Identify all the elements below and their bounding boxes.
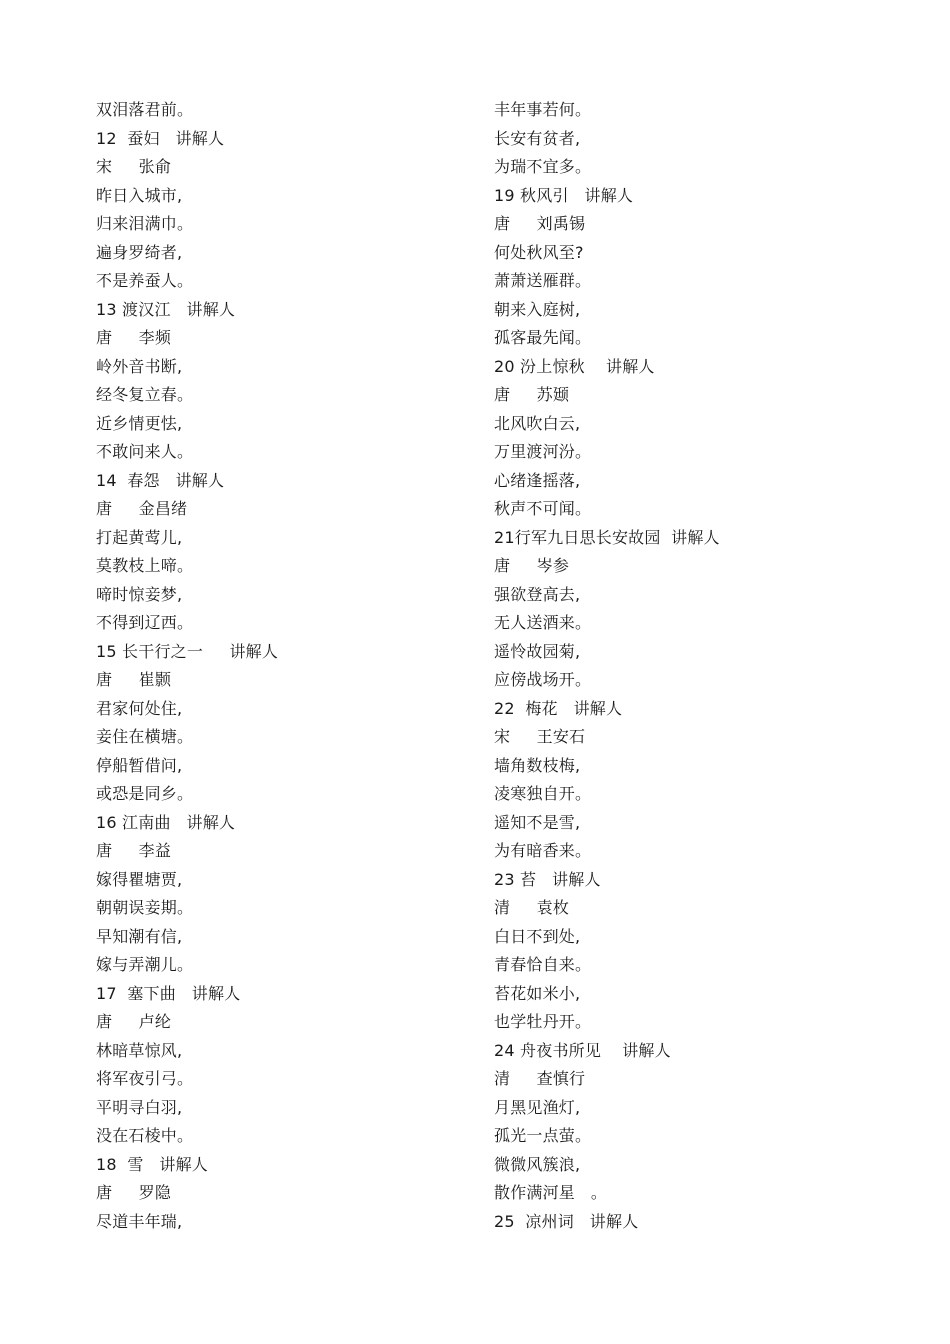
text-line: 为瑞不宜多。 (494, 157, 592, 176)
text-line: 尽道丰年瑞, (96, 1211, 183, 1231)
text-line: 也学牡丹开。 (494, 1012, 592, 1031)
text-line: 嫁得瞿塘贾, (96, 869, 183, 889)
text-line: 萧萧送雁群。 (494, 271, 592, 290)
text-line: 清 袁枚 (494, 898, 570, 917)
text-line: 长安有贫者, (494, 128, 581, 148)
text-line: 林暗草惊风, (96, 1040, 183, 1060)
text-line: 遍身罗绮者, (96, 242, 183, 262)
text-line: 不得到辽西。 (96, 613, 194, 632)
text-line: 唐 岑参 (494, 556, 570, 575)
text-line: 唐 卢纶 (96, 1012, 172, 1031)
text-line: 或恐是同乡。 (96, 784, 194, 803)
text-line: 嫁与弄潮儿。 (96, 955, 194, 974)
text-line: 强欲登高去, (494, 584, 581, 604)
text-line: 将军夜引弓。 (96, 1069, 194, 1088)
text-line: 墙角数枝梅, (494, 755, 581, 775)
text-line: 不是养蚕人。 (96, 271, 194, 290)
text-line: 岭外音书断, (96, 356, 183, 376)
text-line: 18 雪 讲解人 (96, 1154, 208, 1174)
text-line: 清 查慎行 (494, 1069, 586, 1088)
text-line: 经冬复立春。 (96, 385, 194, 404)
text-line: 唐 李益 (96, 841, 172, 860)
text-line: 唐 李频 (96, 328, 172, 347)
text-line: 妾住在横塘。 (96, 727, 194, 746)
text-line: 青春恰自来。 (494, 955, 592, 974)
text-line: 微微风簇浪, (494, 1154, 581, 1174)
text-line: 19 秋风引 讲解人 (494, 185, 634, 205)
text-line: 何处秋风至? (494, 242, 584, 262)
text-line: 归来泪满巾。 (96, 214, 194, 233)
text-line: 凌寒独自开。 (494, 784, 592, 803)
text-line: 遥怜故园菊, (494, 641, 581, 661)
text-line: 昨日入城市, (96, 185, 183, 205)
text-line: 21行军九日思长安故园 讲解人 (494, 527, 720, 547)
text-line: 17 塞下曲 讲解人 (96, 983, 241, 1003)
text-line: 遥知不是雪, (494, 812, 581, 832)
text-line: 啼时惊妾梦, (96, 584, 183, 604)
right-text-column (494, 96, 914, 1236)
text-line: 近乡情更怯, (96, 413, 183, 433)
text-line: 孤光一点萤。 (494, 1126, 592, 1145)
text-line: 宋 张俞 (96, 157, 172, 176)
text-line: 应傍战场开。 (494, 670, 592, 689)
text-line: 无人送酒来。 (494, 613, 592, 632)
text-line: 散作满河星 。 (494, 1183, 608, 1202)
text-line: 唐 苏颋 (494, 385, 570, 404)
text-line: 15 长干行之一 讲解人 (96, 641, 279, 661)
text-line: 20 汾上惊秋 讲解人 (494, 356, 655, 376)
text-line: 早知潮有信, (96, 926, 183, 946)
text-line: 14 春怨 讲解人 (96, 470, 225, 490)
text-line: 君家何处住, (96, 698, 183, 718)
text-line: 朝朝误妾期。 (96, 898, 194, 917)
text-line: 唐 罗隐 (96, 1183, 172, 1202)
text-line: 12 蚕妇 讲解人 (96, 128, 225, 148)
text-line: 北风吹白云, (494, 413, 581, 433)
text-line: 唐 崔颢 (96, 670, 172, 689)
text-line: 白日不到处, (494, 926, 581, 946)
text-line: 宋 王安石 (494, 727, 586, 746)
text-line: 唐 金昌绪 (96, 499, 188, 518)
text-line: 为有暗香来。 (494, 841, 592, 860)
text-line: 莫教枝上啼。 (96, 556, 194, 575)
text-line: 停船暂借问, (96, 755, 183, 775)
text-line: 孤客最先闻。 (494, 328, 592, 347)
text-line: 22 梅花 讲解人 (494, 698, 623, 718)
text-line: 秋声不可闻。 (494, 499, 592, 518)
text-line: 16 江南曲 讲解人 (96, 812, 236, 832)
text-line: 朝来入庭树, (494, 299, 581, 319)
text-line: 心绪逢摇落, (494, 470, 581, 490)
text-line: 13 渡汉江 讲解人 (96, 299, 236, 319)
text-line: 25 凉州词 讲解人 (494, 1211, 639, 1231)
text-line: 月黑见渔灯, (494, 1097, 581, 1117)
text-line: 万里渡河汾。 (494, 442, 592, 461)
text-line: 苔花如米小, (494, 983, 581, 1003)
text-line: 平明寻白羽, (96, 1097, 183, 1117)
text-line: 24 舟夜书所见 讲解人 (494, 1040, 671, 1060)
text-line: 23 苔 讲解人 (494, 869, 601, 889)
text-line: 双泪落君前。 (96, 100, 194, 119)
text-line: 不敢问来人。 (96, 442, 194, 461)
text-line: 没在石棱中。 (96, 1126, 194, 1145)
left-text-column (96, 96, 516, 1236)
text-line: 唐 刘禹锡 (494, 214, 586, 233)
text-line: 打起黄莺儿, (96, 527, 183, 547)
text-line: 丰年事若何。 (494, 100, 592, 119)
